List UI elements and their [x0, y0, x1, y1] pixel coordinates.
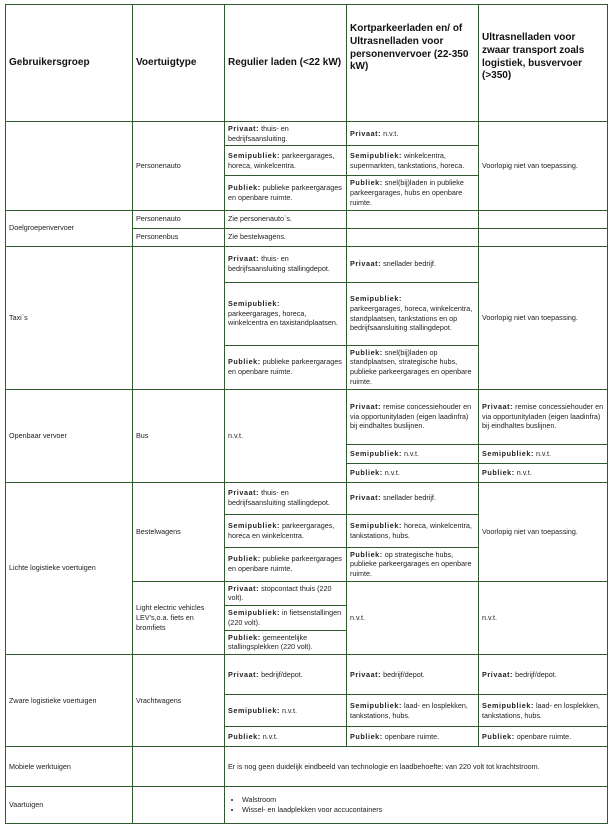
label-semipubliek: Semipubliek: — [228, 608, 280, 618]
cell: Voorlopig niet van toepassing. — [479, 246, 608, 389]
cell — [347, 176, 479, 210]
cell — [225, 345, 347, 389]
cell-text: openbare ruimte. — [516, 731, 572, 741]
cell-text: n.v.t. — [281, 705, 297, 715]
label-publiek: Publiek: — [350, 467, 383, 477]
label-semipubliek: Semipubliek: — [350, 294, 402, 304]
label-publiek: Publiek: — [228, 357, 261, 367]
cell — [347, 228, 479, 246]
cell — [225, 695, 347, 727]
cell — [347, 463, 479, 482]
label-privaat: Privaat: — [350, 402, 382, 412]
cell-text: openbare ruimte. — [384, 731, 440, 741]
cell — [347, 482, 479, 514]
cell-text: n.v.t. — [384, 467, 400, 477]
cell — [225, 246, 347, 282]
cell — [479, 695, 608, 727]
vehicle-cell: Personenauto — [133, 210, 225, 228]
label-semipubliek: Semipubliek: — [350, 448, 402, 458]
cell — [225, 581, 347, 605]
table-row — [6, 482, 608, 514]
label-semipubliek: Semipubliek: — [228, 151, 280, 161]
cell — [225, 122, 347, 146]
group-cell: Lichte logistieke voertuigen — [6, 482, 133, 654]
cell — [347, 389, 479, 444]
table-row — [6, 210, 608, 228]
label-publiek: Publiek: — [350, 178, 383, 188]
cell — [225, 630, 347, 654]
cell — [479, 727, 608, 747]
label-privaat: Privaat: — [228, 254, 260, 264]
charging-table — [5, 4, 608, 824]
cell-text: bedrijf/depot. — [261, 669, 303, 679]
cell: Er is nog geen duidelijk eindbeeld van technologie en laadbehoefte: van 220 volt tot krachtstroom. — [225, 747, 608, 787]
list-item: • Wissel- en laadplekken voor accucontainers — [242, 805, 604, 815]
label-publiek: Publiek: — [228, 554, 261, 564]
cell — [225, 547, 347, 581]
cell: n.v.t. — [347, 581, 479, 654]
cell-text: winkelcentra, supermarkten, tankstations, horeca. — [350, 151, 465, 170]
label-semipubliek: Semipubliek: — [228, 520, 280, 530]
cell — [479, 463, 608, 482]
cell-text: snellader bedrijf. — [383, 493, 436, 503]
group-cell: Taxi`s — [6, 246, 133, 389]
group-cell: Mobiele werktuigen — [6, 747, 133, 787]
vehicle-cell-empty — [133, 787, 225, 824]
cell-text: in fietsenstallingen (220 volt). — [228, 608, 342, 627]
label-publiek: Publiek: — [228, 632, 261, 642]
cell-text: remise concessiehouder en via opportunityladen (eigen laadinfra) bij eindhaltes buslijnen. — [350, 402, 472, 431]
vehicle-cell: Personenbus — [133, 228, 225, 246]
label-semipubliek: Semipubliek: — [228, 705, 280, 715]
cell — [225, 482, 347, 514]
label-privaat: Privaat: — [482, 402, 514, 412]
cell: Voorlopig niet van toepassing. — [479, 122, 608, 211]
label-semipubliek: Semipubliek: — [482, 700, 534, 710]
cell: n.v.t. — [479, 581, 608, 654]
group-cell: Vaartuigen — [6, 787, 133, 824]
cell — [347, 345, 479, 389]
header-ultrasnelladen: Ultrasnelladen voor zwaar transport zoals logistiek, busvervoer (>350) — [479, 5, 608, 122]
vehicle-cell-empty — [133, 747, 225, 787]
table-row — [6, 389, 608, 444]
cell-text: n.v.t. — [403, 448, 419, 458]
cell-text: parkeergarages, horeca, winkelcentra en taxistandplaatsen. — [228, 308, 338, 328]
label-privaat: Privaat: — [228, 124, 260, 133]
label-publiek: Publiek: — [350, 549, 383, 559]
cell-text: remise concessiehouder en via opportunityladen (eigen laadinfra) bij eindhaltes buslijnen. — [482, 402, 604, 431]
cell — [347, 547, 479, 581]
cell-text: publieke parkeergarages en openbare ruimte. — [228, 554, 342, 574]
cell — [347, 444, 479, 463]
cell — [225, 146, 347, 176]
cell — [347, 695, 479, 727]
cell-text: stopcontact thuis (220 volt). — [228, 583, 332, 603]
cell-text: thuis- en bedrijfsaansluiting stallingdepot. — [228, 254, 330, 274]
cell — [347, 282, 479, 345]
cell-text: publieke parkeergarages en openbare ruimte. — [228, 357, 342, 377]
cell-text: n.v.t. — [516, 467, 532, 477]
cell-text: publieke parkeergarages en openbare ruimte. — [228, 183, 342, 203]
cell-text: bedrijf/depot. — [515, 669, 557, 679]
label-privaat: Privaat: — [350, 493, 382, 503]
label-privaat: Privaat: — [350, 128, 382, 138]
cell — [225, 787, 608, 824]
cell: n.v.t. — [225, 389, 347, 482]
header-row — [6, 5, 608, 122]
cell-text: snel(bij)laden op standplaatsen, strategische hubs, publieke parkeergarages en openbare ruimte. — [350, 347, 472, 386]
cell — [225, 727, 347, 747]
label-semipubliek: Semipubliek: — [482, 448, 534, 458]
label-publiek: Publiek: — [350, 731, 383, 741]
cell — [347, 246, 479, 282]
cell — [347, 122, 479, 146]
label-semipubliek: Semipubliek: — [350, 151, 402, 161]
table-row — [6, 787, 608, 824]
cell-text: op strategische hubs, publieke parkeergarages en openbare ruimte. — [350, 549, 472, 579]
cell — [225, 655, 347, 695]
cell — [225, 514, 347, 547]
bullet-list — [228, 795, 604, 814]
cell — [479, 389, 608, 444]
label-privaat: Privaat: — [228, 669, 260, 679]
cell-text: gemeentelijke stallingsplekken (220 volt). — [228, 632, 313, 652]
group-cell-empty — [6, 122, 133, 211]
cell-text: parkeergarages, horeca en winkelcentra. — [228, 520, 335, 540]
cell: Zie bestelwagens. — [225, 228, 347, 246]
cell — [479, 210, 608, 228]
header-kortparkeerladen: Kortparkeerladen en/ of Ultrasnelladen voor personenvervoer (22-350 kW) — [347, 5, 479, 122]
cell-text: n.v.t. — [262, 731, 278, 741]
label-semipubliek: Semipubliek: — [350, 520, 402, 530]
cell — [479, 655, 608, 695]
cell — [347, 655, 479, 695]
vehicle-cell-empty — [133, 246, 225, 389]
cell — [479, 444, 608, 463]
cell-text: parkeergarages, horeca, winkelcentra, standplaatsen, tankstations en op bedrijfsaansluiting stallingdepot. — [350, 303, 473, 333]
header-regulier-laden: Regulier laden (<22 kW) — [225, 5, 347, 122]
label-semipubliek: Semipubliek: — [350, 700, 402, 710]
vehicle-cell: Bestelwagens — [133, 482, 225, 581]
cell-text: parkeergarages, horeca, winkelcentra. — [228, 151, 335, 170]
cell-text: bedrijf/depot. — [383, 669, 425, 679]
vehicle-cell: Light electric vehicles LEV's,o.a. fiets en bromfiets — [133, 581, 225, 654]
header-voertuigtype: Voertuigtype — [133, 5, 225, 122]
vehicle-cell: Vrachtwagens — [133, 655, 225, 747]
label-publiek: Publiek: — [482, 467, 515, 477]
cell-text: horeca, winkelcentra, tankstations, hubs. — [350, 520, 472, 540]
label-privaat: Privaat: — [228, 583, 260, 593]
cell — [347, 727, 479, 747]
label-privaat: Privaat: — [482, 669, 514, 679]
cell-text: n.v.t. — [383, 128, 399, 138]
label-publiek: Publiek: — [228, 731, 261, 741]
list-item: • Walstroom — [242, 795, 604, 805]
vehicle-cell: Bus — [133, 389, 225, 482]
cell-text: laad- en losplekken, tankstations, hubs. — [482, 700, 600, 720]
group-cell: Doelgroepenvervoer — [6, 210, 133, 246]
cell — [347, 210, 479, 228]
cell: Voorlopig niet van toepassing. — [479, 482, 608, 581]
label-publiek: Publiek: — [228, 183, 261, 193]
cell-text: snel(bij)laden in publieke parkeergarages, hubs en openbare ruimte. — [350, 178, 464, 207]
cell-text: snellader bedrijf. — [383, 259, 436, 269]
vehicle-cell: Personenauto — [133, 122, 225, 211]
table-row — [6, 747, 608, 787]
table-row — [6, 122, 608, 146]
cell-text: thuis- en bedrijfsaansluiting stallingdepot. — [228, 488, 330, 508]
table-row — [6, 655, 608, 695]
cell-text: n.v.t. — [535, 448, 551, 458]
label-publiek: Publiek: — [482, 731, 515, 741]
group-cell: Openbaar vervoer — [6, 389, 133, 482]
group-cell: Zware logistieke voertuigen — [6, 655, 133, 747]
cell — [479, 228, 608, 246]
cell-text: laad- en losplekken, tankstations, hubs. — [350, 700, 468, 720]
cell — [347, 514, 479, 547]
cell — [225, 606, 347, 630]
cell — [347, 146, 479, 176]
label-semipubliek: Semipubliek: — [228, 299, 280, 309]
cell: Zie personenauto`s. — [225, 210, 347, 228]
label-publiek: Publiek: — [350, 347, 383, 357]
cell-text: thuis- en bedrijfsaansluiting. — [228, 124, 289, 143]
label-privaat: Privaat: — [350, 669, 382, 679]
label-privaat: Privaat: — [228, 488, 260, 498]
header-gebruikersgroep: Gebruikersgroep — [6, 5, 133, 122]
cell — [225, 176, 347, 210]
label-privaat: Privaat: — [350, 259, 382, 269]
cell — [225, 282, 347, 345]
table-row — [6, 246, 608, 282]
